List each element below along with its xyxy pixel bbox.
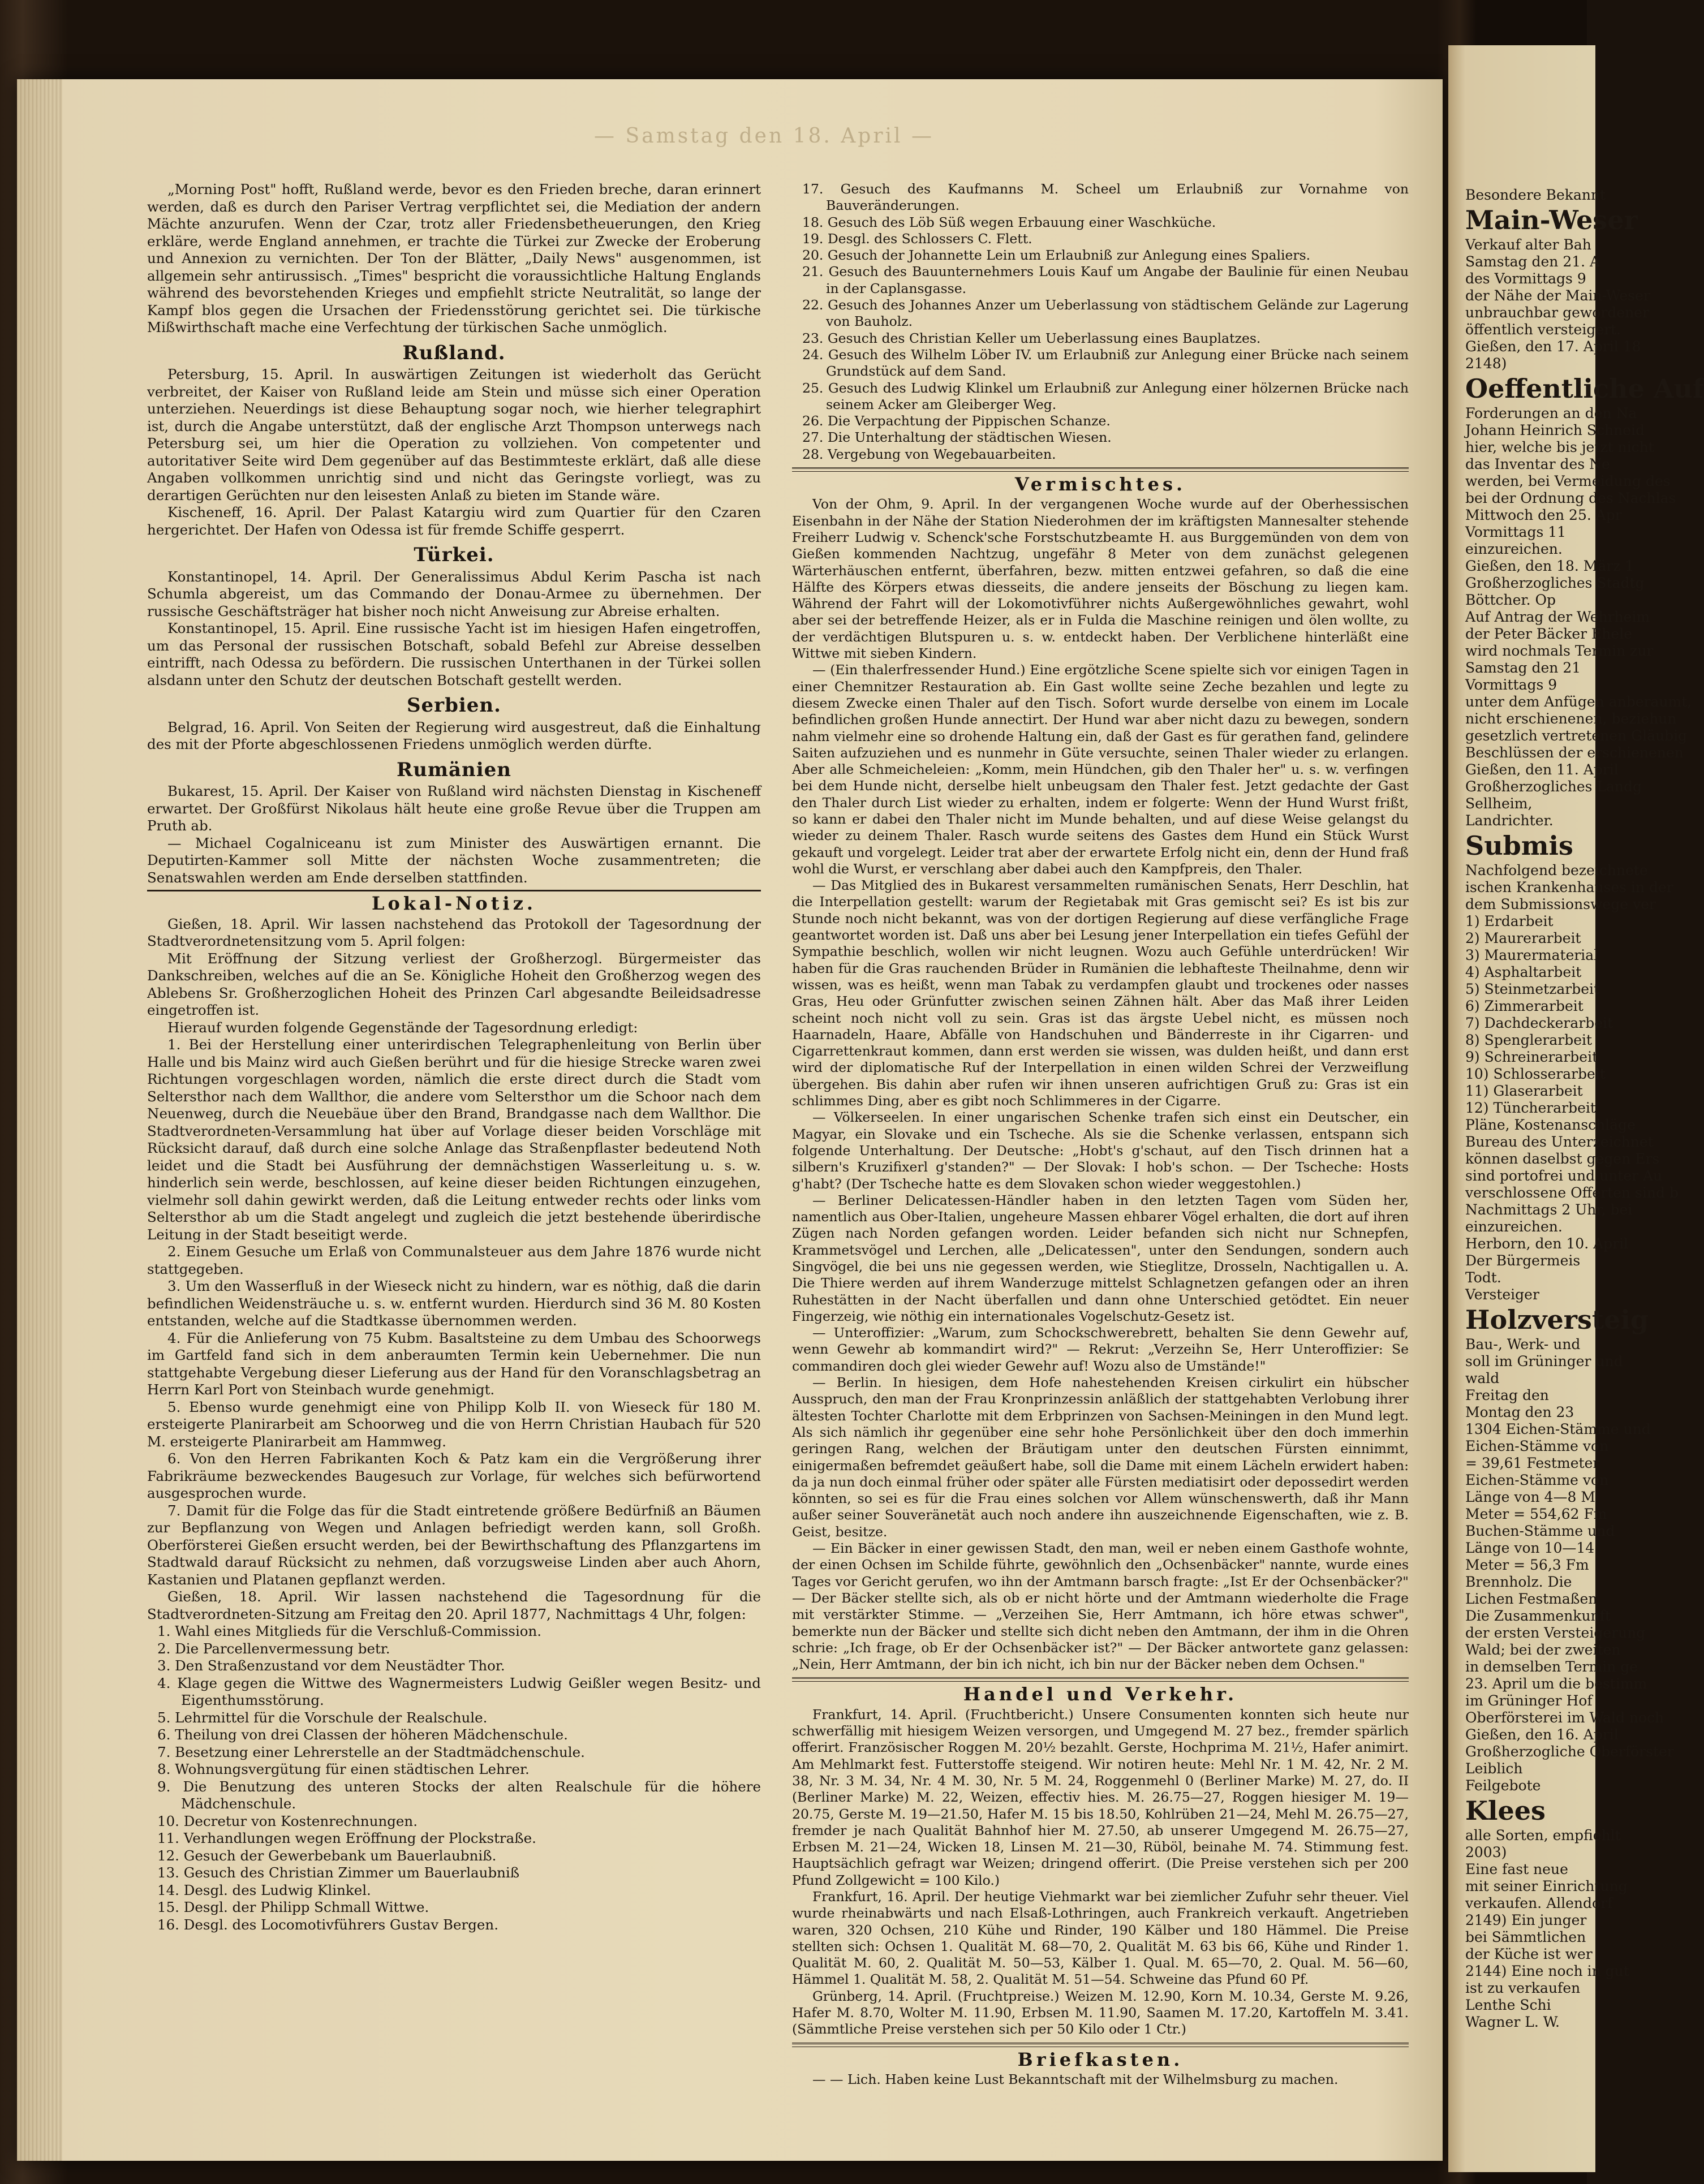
article-paragraph: Frankfurt, 16. April. Der heutige Viehmarkt war bei ziemlicher Zufuhr sehr theuer. Viel wurde rheinabwärts und nach Elsaß-Lothringen, auch Frankreich verkauft. Angetrieben waren, 320 Ochsen, 210 Kühe und Rinder, 190 Kälber und 180 Hämmel. Die Preise stellten sich: Ochsen 1. Qualität M. 68—70, 2. Qualität M. 63 bis 66, Kühe und Rinder 1. Qualität M. 60, 2. Qualität M. 50—53, Kälber 1. Qual. M. 65—70, 2. Qual. M. 56—60, Hämmel 1. Qualität M. 58, 2. Qualität M. 51—54. Schweine das Pfund 60 Pf. xyxy=(792,1888,1409,1988)
facing-page-line: 12) Tüncherarbeit xyxy=(1465,1100,1596,1116)
facing-page-line: verkaufen. Allendorf xyxy=(1465,1895,1613,1911)
facing-page-line: wald xyxy=(1465,1370,1500,1386)
agenda-item: 2. Die Parcellenvermessung betr. xyxy=(157,1640,390,1657)
facing-page-line: Submis xyxy=(1465,830,1573,861)
agenda-item: 1. Wahl eines Mitglieds für die Verschluß-Commission. xyxy=(157,1623,542,1639)
agenda-list xyxy=(792,181,1409,463)
facing-page-line: 4) Asphaltarbeit xyxy=(1465,964,1582,980)
agenda-item: 19. Desgl. des Schlossers C. Flett. xyxy=(802,230,1032,247)
article-paragraph: Konstantinopel, 14. April. Der Generalissimus Abdul Kerim Pascha ist nach Schumla abgereist, um das Commando der Donau-Armee zu übernehmen. Der russische Geschäftsträger hat bisher noch nicht Anweisung zur Abreise erhalten. xyxy=(147,568,761,619)
article-paragraph: 5. Ebenso wurde genehmigt eine von Philipp Kolb II. von Wieseck für 180 M. ersteigerte Planirarbeit am Schoorweg und die von Herrn Christian Haubach für 520 M. ersteigerte Planirarbeit am Hammweg. xyxy=(147,1398,761,1450)
facing-page-line: 6) Zimmerarbeit xyxy=(1465,998,1583,1014)
facing-page-line: Länge von 10—14 xyxy=(1465,1540,1595,1556)
facing-page-line: sind portofrei und unter Au xyxy=(1465,1168,1663,1184)
facing-page-line: Der Bürgermeis xyxy=(1465,1252,1581,1269)
article-paragraph: Kischeneff, 16. April. Der Palast Katargiu wird zum Quartier für den Czaren hergerichtet. Der Hafen von Odessa ist für fremde Schiffe gesperrt. xyxy=(147,504,761,538)
middle-column xyxy=(792,181,1409,2088)
facing-page-line: Landrichter. xyxy=(1465,812,1554,829)
facing-page-line: Bau-, Werk- und xyxy=(1465,1336,1581,1352)
facing-page-line: Besondere Bekannt xyxy=(1465,187,1606,203)
facing-page-line: Wald; bei der zweiten xyxy=(1465,1642,1621,1658)
section-divider xyxy=(147,890,761,891)
agenda-item: 24. Gesuch des Wilhelm Löber IV. um Erlaubniß zur Anlegung einer Brücke nach seinem Grundstück auf dem Sand. xyxy=(802,346,1409,380)
article-paragraph: Petersburg, 15. April. In auswärtigen Zeitungen ist wiederholt das Gerücht verbreitet, der Kaiser von Rußland leide am Stein und müsse sich einer Operation unterziehen. Neuerdings ist diese Behauptung sogar noch, wie hierher telegraphirt ist, durch die Angabe unterstützt, daß der englische Arzt Thompson unterwegs nach Petersburg sei, um hier die Operation zu vollziehen. Von competenter und autoritativer Seite wird Dem gegenüber auf das Bestimmteste erklärt, daß alle diese Angaben vollkommen unrichtig sind und nicht das Geringste vorliegt, was zu derartigen Gerüchten nur den leisesten Anlaß zu bieten im Stande wäre. xyxy=(147,366,761,503)
facing-page-line: dem Submissionswege ver xyxy=(1465,896,1656,912)
section-heading: Vermischtes. xyxy=(1014,473,1186,496)
article-paragraph: 1. Bei der Herstellung einer unterirdischen Telegraphenleitung von Berlin über Halle und bis Mainz wird auch Gießen berührt und für die hiesige Strecke waren zwei Richtungen vorgeschlagen worden, nämlich die erste direct durch die Stadt vom Seltersthor nach dem Wallthor, die andere vom Seltersthor um die Schoor nach dem Neuenweg, durch die Neuebäue über den Brand, Brandgasse nach dem Wallthor. Die Stadtverordneten-Versammlung hat über auf Vorlage dieser beiden Vorschläge mit Rücksicht darauf, daß durch eine solche Anlage das Straßenpflaster bedeutend Noth leidet und die Stadt bei Ausführung der demnächstigen Wasserleitung u. s. w. hinderlich sein werde, beschlossen, auf keine dieser beiden Richtungen einzugehen, vielmehr soll dahin gewirkt werden, daß die Leitung entweder rechts oder links vom Seltersthor ab um die Stadt angelegt und zugleich die jetzt bestehende überirdische Leitung in der Stadt beseitigt werde. xyxy=(147,1036,761,1243)
facing-page-line: Gießen, den 11. April xyxy=(1465,761,1619,778)
facing-page-line: unbrauchbar gewordener xyxy=(1465,304,1649,321)
article-paragraph: Von der Ohm, 9. April. In der vergangenen Woche wurde auf der Oberhessischen Eisenbahn in der Nähe der Station Niederohmen der im kräftigsten Mannesalter stehende Freiherr Ludwig v. Schenck'sche Forstschutzbeamte H. aus Burggemünden von dem von Gießen kommenden Nachtzug, ungefähr 8 Meter von dem zunächst gelegenen Wärterhäuschen entfernt, überfahren, bezw. mitten entzwei gefahren, so daß die eine Hälfte des Körpers etwas diesseits, die andere jenseits der Böschung zu liegen kam. Während der Fahrt will der Lokomotivführer nichts Außergewöhnliches gewahrt, wohl aber sei der betreffende Heizer, als er in Fulda die Maschine reinigen und ölen wollte, zu der verdächtigen Blutspuren u. s. w. entdeckt haben. Der Verblichene hinterläßt eine Wittwe mit sieben Kindern. xyxy=(792,496,1409,662)
article-paragraph: — Berlin. In hiesigen, dem Hofe nahestehenden Kreisen cirkulirt ein hübscher Ausspruch, den man der Frau Kronprinzessin anläßlich der stattgehabten Verlobung ihrer ältesten Tochter Charlotte mit dem Erbprinzen von Sachsen-Meiningen in den Mund legt. Als sich nämlich ihr gegenüber eine sehr hohe Persönlichkeit über den doch immerhin geringen Rang, welchen der Bräutigam unter den deutschen Fürsten einnimmt, einigermaßen befremdet geäußert habe, soll die Dame mit einem Lächeln erwidert haben: da ja nun doch einmal früher oder später alle Fürsten mediatisirt oder depossedirt werden könnten, so sei es für die Frau eines solchen vor Allem wünschenswerth, daß ihr Mann außer seiner Souveränetät auch noch andere ihn auszeichnende Eigenschaften, wie z. B. Geist, besitze. xyxy=(792,1375,1409,1540)
facing-page-line: 10) Schlosserarbeit xyxy=(1465,1066,1606,1082)
facing-page-line: 2149) Ein junger xyxy=(1465,1912,1587,1928)
facing-page-line: Böttcher. Op xyxy=(1465,592,1556,608)
article-paragraph: Gießen, 18. April. Wir lassen nachstehend die Tagesordnung für die Stadtverordneten-Sitzung am Freitag den 20. April 1877, Nachmittags 4 Uhr, folgen: xyxy=(147,1588,761,1622)
facing-page-line: Mittwoch den 25. Apr xyxy=(1465,507,1622,523)
agenda-item: 9. Die Benutzung des unteren Stocks der alten Realschule für die höhere Mädchenschule. xyxy=(157,1778,761,1812)
facing-page-line: der ersten Versteigerung xyxy=(1465,1625,1646,1641)
facing-page-line: Lenthe Schi xyxy=(1465,1997,1551,2013)
agenda-item: 18. Gesuch des Löb Süß wegen Erbauung einer Waschküche. xyxy=(802,214,1216,230)
article-paragraph: Hierauf wurden folgende Gegenstände der Tagesordnung erledigt: xyxy=(167,1019,638,1036)
facing-page-line: hier, welche bis jetzt nicht xyxy=(1465,439,1654,455)
facing-page-line: Versteiger xyxy=(1465,1286,1539,1303)
facing-page-line: Sellheim, xyxy=(1465,795,1533,812)
facing-page-line: Samstag den 21. A xyxy=(1465,253,1600,270)
facing-page-line: bei der Ordnung des Nachlas xyxy=(1465,490,1676,506)
agenda-item: 7. Besetzung einer Lehrerstelle an der Stadtmädchenschule. xyxy=(157,1743,585,1760)
agenda-item: 28. Vergebung von Wegebauarbeiten. xyxy=(802,446,1056,462)
facing-page-line: 11) Glaserarbeit xyxy=(1465,1083,1583,1099)
facing-page-line: 1) Erdarbeit xyxy=(1465,913,1554,929)
left-column xyxy=(147,181,761,1933)
facing-page-line: einzureichen. xyxy=(1465,541,1563,557)
facing-page-line: Pläne, Kostenanschläge xyxy=(1465,1117,1636,1133)
agenda-item: 27. Die Unterhaltung der städtischen Wiesen. xyxy=(802,429,1112,446)
article-paragraph: Konstantinopel, 15. April. Eine russische Yacht ist im hiesigen Hafen eingetroffen, um das Personal der russischen Botschaft, sobald Befehl zur Abreise desselben eintrifft, nach Odessa zu befördern. Die russischen Unterthanen in der Türkei sollen alsdann unter den Schutz der deutschen Botschaft gestellt werden. xyxy=(147,620,761,688)
facing-page-line: Großherzogliches Landg xyxy=(1465,778,1642,795)
facing-page-line: werden, bei Vermeidung des xyxy=(1465,473,1671,489)
agenda-item: 12. Gesuch der Gewerbebank um Bauerlaubniß. xyxy=(157,1847,497,1864)
agenda-item: 4. Klage gegen die Wittwe des Wagnermeisters Ludwig Geißler wegen Besitz- und Eigenthumsstörung. xyxy=(157,1674,761,1708)
agenda-item: 23. Gesuch des Christian Keller um Ueberlassung eines Bauplatzes. xyxy=(802,330,1261,346)
facing-page-line: Montag den 23 xyxy=(1465,1404,1574,1420)
article-paragraph: Grünberg, 14. April. (Fruchtpreise.) Weizen M. 12.90, Korn M. 10.34, Gerste M. 9.26, Hafer M. 8.70, Wolter M. 11.90, Erbsen M. 11.90, Saamen M. 17.20, Kartoffeln M. 3.41. (Sämmtliche Preise verstehen sich per 50 Kilo oder 1 Ctr.) xyxy=(792,1988,1409,2037)
article-paragraph: — Ein Bäcker in einer gewissen Stadt, den man, weil er neben einem Gasthofe wohnte, der einen Ochsen im Schilde führte, gewöhnlich den „Ochsenbäcker" nannte, wurde eines Tages vor Gericht gerufen, wo ihn der Amtmann barsch fragte: „Ist Er der Ochsenbäcker?" — Der Bäcker stellte sich, als ob er nicht hörte und der Amtmann wiederholte die Frage mit verstärkter Stimme. — „Verzeihen Sie, Herr Amtmann, ich höre etwas schwer", bemerkte nun der Bäcker und stellte sich dicht neben den Amtmann, der ihm in die Ohren schrie: „Ich frage, ob Er der Ochsenbäcker ist?" — Der Bäcker antwortete ganz gelassen: „Nein, Herr Amtmann, der bin ich nicht, ich bin nur der Bäcker neben dem Ochsen." xyxy=(792,1540,1409,1673)
article-paragraph: 2. Einem Gesuche um Erlaß von Communalsteuer aus dem Jahre 1876 wurde nicht stattgegeben. xyxy=(147,1243,761,1277)
facing-page-line: Beschlüssen der erschienenen xyxy=(1465,744,1684,761)
agenda-item: 10. Decretur von Kostenrechnungen. xyxy=(157,1812,418,1829)
facing-page-line: Lichen Festmaßen xyxy=(1465,1591,1598,1607)
facing-page-line: Oberförsterei im Wald noch xyxy=(1465,1709,1664,1726)
facing-page-line: = 39,61 Festmeter xyxy=(1465,1455,1600,1471)
facing-page-line: Auf Antrag der Wehrheim xyxy=(1465,609,1650,625)
facing-page-line: der Nähe der Main-Weser xyxy=(1465,287,1650,304)
facing-page-line: einzureichen. xyxy=(1465,1218,1563,1235)
article-paragraph: Bukarest, 15. April. Der Kaiser von Rußland wird nächsten Dienstag in Kischeneff erwartet. Der Großfürst Nikolaus hält heute eine große Revue über die Truppen am Pruth ab. xyxy=(147,783,761,834)
facing-page-line: Klees xyxy=(1465,1795,1546,1826)
facing-page-line: Forderungen an den Na xyxy=(1465,405,1637,421)
facing-page-line: 8) Spenglerarbeit xyxy=(1465,1032,1593,1048)
facing-page-line: 5) Steinmetzarbeit xyxy=(1465,981,1600,997)
agenda-item: 16. Desgl. des Locomotivführers Gustav Bergen. xyxy=(157,1916,498,1933)
facing-page-line: Johann Heinrich Schneid xyxy=(1465,422,1645,438)
facing-page-line: Leiblich xyxy=(1465,1760,1523,1777)
facing-page-line: Brennholz. Die xyxy=(1465,1574,1572,1590)
facing-page-line: Feilgebote xyxy=(1465,1777,1541,1794)
section-heading: Lokal-Notiz. xyxy=(371,893,537,914)
section-divider xyxy=(792,467,1409,472)
agenda-item: 20. Gesuch der Johannette Lein um Erlaubniß zur Anlegung eines Spaliers. xyxy=(802,247,1311,264)
facing-page-line: Main-Weser xyxy=(1465,205,1638,235)
facing-page-line: nicht erschienenen, beziehun xyxy=(1465,710,1677,727)
article-paragraph: Mit Eröffnung der Sitzung verliest der Großherzogl. Bürgermeister das Dankschreiben, welches auf die an Se. Königliche Hoheit den Großherzog wegen des Ablebens Sr. Großherzoglichen Hoheit des Prinzen Carl abgesandte Beileidsadresse eingetroffen ist. xyxy=(147,950,761,1018)
facing-page-line: 2) Maurerarbeit xyxy=(1465,930,1581,946)
facing-page-line: Großherzogliches Stadtg xyxy=(1465,575,1645,591)
agenda-list xyxy=(147,1623,761,1933)
agenda-item: 14. Desgl. des Ludwig Klinkel. xyxy=(157,1881,371,1898)
facing-page-line: alle Sorten, empfiehlt xyxy=(1465,1827,1621,1843)
section-divider xyxy=(792,2043,1409,2047)
article-paragraph: 7. Damit für die Folge das für die Stadt eintretende größere Bedürfniß an Bäumen zur Bepflanzung von Wegen und Anlagen befriedigt werden kann, soll Großh. Oberförsterei Gießen ersucht werden, bei der Bewirthschaftung des Pflanzgartens im Stadtwald darauf Rücksicht zu nehmen, daß vorzugsweise Linden aber auch Ahorn, Kastanien und Platanen gepflanzt werden. xyxy=(147,1502,761,1588)
article-paragraph: — Michael Cogalniceanu ist zum Minister des Auswärtigen ernannt. Die Deputirten-Kammer soll Mitte der nächsten Woche zusammentreten; die Senatswahlen werden am Ende derselben stattfinden. xyxy=(147,834,761,886)
facing-page-line: Meter = 554,62 Fm xyxy=(1465,1506,1607,1522)
facing-page-line: Eichen-Stämme von xyxy=(1465,1438,1609,1454)
article-paragraph: — Völkerseelen. In einer ungarischen Schenke trafen sich einst ein Deutscher, ein Magyar, ein Slovake und ein Tscheche. Als sie die Schenke verlassen, entspann sich folgende Unterhaltung. Der Deutsche: „Hobt's g'schaut, auf den Tisch drinnen hat a silbern's Kruzifixerl g'standen?" — Der Slovak: I hob's schon. — Der Tscheche: Hosts g'habt? (Der Tscheche hatte es dem Slovaken schon wieder weggestohlen.) xyxy=(792,1109,1409,1192)
article-paragraph: 4. Für die Anlieferung von 75 Kubm. Basaltsteine zu dem Umbau des Schoorwegs im Gartfeld fand sich in dem anberaumten Termin kein Uebernehmer. Die nun stattgehabte Vergebung dieser Lieferung aus der Hand für den Voranschlagsbetrag an Herrn Karl Port von Steinbach wurde genehmigt. xyxy=(147,1329,761,1398)
agenda-item: 26. Die Verpachtung der Pippischen Schanze. xyxy=(802,413,1111,429)
facing-page-line: Freitag den xyxy=(1465,1387,1549,1403)
facing-page-line: mit seiner Einrichtung xyxy=(1465,1878,1628,1894)
facing-page-line: im Grüninger Hof xyxy=(1465,1692,1593,1709)
facing-page-line: Großherzogliche Oberförster xyxy=(1465,1743,1674,1760)
page-stack-edge xyxy=(17,79,62,2161)
agenda-item: 8. Wohnungsvergütung für einen städtischen Lehrer. xyxy=(157,1761,530,1777)
facing-page-line: Die Zusammenkunft xyxy=(1465,1608,1611,1624)
facing-page-line: soll im Grüninger und xyxy=(1465,1353,1623,1369)
agenda-item: 21. Gesuch des Bauunternehmers Louis Kauf um Angabe der Baulinie für einen Neubau in der Caplansgasse. xyxy=(802,264,1409,296)
facing-page-line: bei Sämmtlichen xyxy=(1465,1929,1586,1945)
facing-page-line: verschlossene Offerten sind b xyxy=(1465,1184,1679,1201)
facing-page-line: Eichen-Stämme von xyxy=(1465,1472,1609,1488)
agenda-item: 22. Gesuch des Johannes Anzer um Ueberlassung von städtischem Gelände zur Lagerung von Bauholz. xyxy=(802,297,1409,330)
section-heading: Rumänien xyxy=(397,758,511,781)
facing-page-line: 2003) xyxy=(1465,1844,1507,1860)
agenda-item: 11. Verhandlungen wegen Eröffnung der Plockstraße. xyxy=(157,1830,536,1846)
article-paragraph: — Unteroffizier: „Warum, zum Schockschwerebrett, behalten Sie denn Gewehr auf, wenn Gewehr ab kommandirt wird?" — Rekrut: „Verzeihn Se, Herr Unteroffizier: Se commandiren doch glei wieder Gewehr auf! Wozu also de Umstände!" xyxy=(792,1325,1409,1374)
facing-page-line: Oeffentliche Auf xyxy=(1465,373,1704,404)
facing-page-line: Buchen-Stämme und xyxy=(1465,1523,1615,1539)
facing-page-line: Gießen, den 16. April xyxy=(1465,1726,1619,1743)
facing-page-line: wird nochmals Termin zur xyxy=(1465,643,1654,659)
article-paragraph: „Morning Post" hofft, Rußland werde, bevor es den Frieden breche, daran erinnert werden, daß es durch den Pariser Vertrag verpflichtet sei, die Mediation der andern Mächte anzurufen. Wenn der Czar, trotz aller Friedensbetheuerungen, den Krieg erkläre, werde England annehmen, er trachte die Türkei zur Zwecke der Eroberung und Annexion zu vernichten. Der Ton der Blätter, „Daily News" ausgenommen, ist allgemein sehr antirussisch. „Times" bespricht die voraussichtliche Haltung Englands während des bevorstehenden Krieges und empfiehlt stricte Neutralität, so lange der Kampf blos gegen die Ursachen der Friedensstörung gerichtet sei. Die türkische Mißwirthschaft mache eine Verfechtung der türkischen Sache unmöglich. xyxy=(147,181,761,335)
article-paragraph: 6. Von den Herren Fabrikanten Koch & Patz kam ein die Vergrößerung ihrer Fabrikräume bezweckendes Baugesuch zur Vorlage, für welches sich befürwortend ausgesprochen wurde. xyxy=(147,1450,761,1501)
section-heading: Türkei. xyxy=(414,544,494,566)
section-heading: Briefkasten. xyxy=(1017,2048,1184,2070)
agenda-item: 17. Gesuch des Kaufmanns M. Scheel um Erlaubniß zur Vornahme von Bauveränderungen. xyxy=(802,181,1409,214)
facing-page-line: Verkauf alter Bah xyxy=(1465,236,1591,253)
facing-page-line: Länge von 4—8 M xyxy=(1465,1489,1595,1505)
facing-page-line: 9) Schreinerarbeit xyxy=(1465,1049,1598,1065)
agenda-item: 25. Gesuch des Ludwig Klinkel um Erlaubniß zur Anlegung einer hölzernen Brücke nach seinem Acker am Gleiberger Weg. xyxy=(802,380,1409,412)
section-heading: Handel und Verkehr. xyxy=(963,1683,1238,1705)
article-paragraph: — Das Mitglied des in Bukarest versammelten rumänischen Senats, Herr Deschlin, hat die Interpellation gestellt: warum der Regietabak mit Gras gemischt sei? Es ist bis zur Stunde noch nicht bekannt, was von der dortigen Regierung auf diese verfängliche Frage geantwortet worden ist. Daß uns aber bei Lesung jener Interpellation ein tiefes Gefühl der Sympathie beschlich, wollen wir nicht leugnen. Wozu auch Gefühle unterdrücken! Wir haben für die Gras rauchenden Brüder in Rumänien die lebhafteste Theilnahme, denn wir wissen, was es heißt, wenn man Tabak zu verdampfen glaubt und trockenes oder nasses Gras, Heu oder Grünfutter zwischen seinen Zähnen hält. Aber das Maß ihrer Leiden scheint noch nicht voll zu sein. Gras ist das ärgste Uebel nicht, es müssen noch Haarnadeln, Haare, Abfälle von Handschuhen und Bänderreste in ihr Cigarren- und Cigarrettenkraut kommen, dann erst werden sie wissen, was dulden heißt, und dann erst wird der diplomatische Ruf der Interpellation in einen wilden Schrei der Verzweiflung übergehen. Bis dahin aber rufen wir ihnen unseren aufrichtigen Gruß zu: Gras ist ein schlimmes Ding, aber es gibt noch Schlimmeres in der Cigarre. xyxy=(792,877,1409,1109)
facing-page-line: können daselbst gegen Ers xyxy=(1465,1151,1660,1167)
agenda-item: 6. Theilung von drei Classen der höheren Mädchenschule. xyxy=(157,1726,568,1743)
article-paragraph: — — Lich. Haben keine Lust Bekanntschaft mit der Wilhelmsburg zu machen. xyxy=(812,2071,1339,2087)
agenda-item: 15. Desgl. der Philipp Schmall Wittwe. xyxy=(157,1899,429,1915)
section-divider xyxy=(792,1677,1409,1682)
facing-page-line: Gießen, den 18. März 1 xyxy=(1465,558,1634,574)
facing-page-line: in demselben Termin ge xyxy=(1465,1659,1638,1675)
facing-page-line: Vormittags 11 xyxy=(1465,524,1567,540)
agenda-item: 3. Den Straßenzustand vor dem Neustädter Thor. xyxy=(157,1657,505,1674)
article-paragraph: Frankfurt, 14. April. (Fruchtbericht.) Unsere Consumenten konnten sich heute nur schwerfällig mit hiesigem Weizen versorgen, und Umgegend M. 27 bez., fremder spärlich offerirt. Französischer Roggen M. 20½ bezahlt. Gerste, Hochprima M. 21½, Hafer animirt. Am Mehlmarkt fest. Futterstoffe steigend. Wir notiren heute: Mehl Nr. 1 M. 42, Nr. 2 M. 38, Nr. 3 M. 34, Nr. 4 M. 30, Nr. 5 M. 24, Roggenmehl 0 (Berliner Marke) M. 27, do. II (Berliner Marke) M. 22, Weizen, effectiv hies. M. 26.75—27, Roggen hiesiger M. 19—20.75, Gerste M. 19—21.50, Hafer M. 15 bis 18.50, Kohlrüben 21—24, Mehl M. 26.75—27, fremder je nach Qualität Bahnhof hier M. 27.50, ab unserer Umgegend M. 26.75—27, Erbsen M. 21—24, Wicken 18, Linsen M. 21—30, Rüböl, beinahe M. 74. Stimmung fest. Hauptsächlich gefragt war Weizen; dringend offerirt. (Die Preise verstehen sich per 200 Pfund Zollgewicht = 100 Kilo.) xyxy=(792,1706,1409,1888)
facing-page-line: Holzversteig xyxy=(1465,1304,1649,1335)
agenda-item: 5. Lehrmittel für die Vorschule der Realschule. xyxy=(157,1709,488,1726)
facing-page-line: Eine fast neue xyxy=(1465,1861,1568,1877)
facing-page-line: 7) Dachdeckerarbeit xyxy=(1465,1015,1613,1031)
facing-page-line: 2148) xyxy=(1465,355,1507,372)
facing-page-line: Meter = 56,3 Fm xyxy=(1465,1557,1589,1573)
facing-page-line: öffentlich versteigert. xyxy=(1465,321,1621,338)
facing-page-line: Todt. xyxy=(1465,1269,1501,1286)
facing-page-line: 3) Maurermaterial xyxy=(1465,947,1599,963)
agenda-item: 13. Gesuch des Christian Zimmer um Bauerlaubniß xyxy=(157,1864,520,1881)
facing-page-line: Nachfolgend bezeichnete xyxy=(1465,862,1648,878)
facing-page-line: Nachmittags 2 Uhr, bei xyxy=(1465,1201,1633,1218)
facing-page-line: das Inventar des Ne xyxy=(1465,456,1610,472)
facing-page-line: der Küche ist wer xyxy=(1465,1946,1593,1962)
facing-page-line: ischen Krankenhauses in der xyxy=(1465,879,1673,895)
page-header-ghost: — Samstag den 18. April — xyxy=(594,124,934,148)
facing-page-line: Vormittags 9 xyxy=(1465,677,1557,693)
facing-page-line: Wagner L. W. xyxy=(1465,2014,1560,2030)
facing-page-line: unter dem Anfügen anberaumt, xyxy=(1465,693,1692,710)
facing-page-line: Samstag den 21 xyxy=(1465,660,1581,676)
section-heading: Serbien. xyxy=(407,694,501,717)
facing-page-line: Gießen, den 17. April 18 xyxy=(1465,338,1641,355)
article-paragraph: 3. Um den Wasserfluß in der Wieseck nicht zu hindern, war es nöthig, daß die darin befindlichen Weidensträuche u. s. w. entfernt wurden. Hierdurch sind 36 M. 80 Kosten entstanden, welche auf die Stadtkasse übernommen werden. xyxy=(147,1278,761,1329)
article-paragraph: Gießen, 18. April. Wir lassen nachstehend das Protokoll der Tagesordnung der Stadtverordnetensitzung vom 5. April folgen: xyxy=(147,915,761,949)
facing-page-column xyxy=(1465,187,1704,2031)
article-paragraph: — (Ein thalerfressender Hund.) Eine ergötzliche Scene spielte sich vor einigen Tagen in einer Chemnitzer Restauration ab. Ein Gast wollte seine Zeche bezahlen und legte zu diesem Zwecke einen Thaler auf den Tisch. Sofort wurde derselbe von einem im Locale befindlichen großen Hunde annectirt. Der Hund war aber nicht dazu zu bewegen, sondern nahm vielmehr eine so drohende Haltung ein, daß der Gast es für gerathen fand, gelindere Saiten aufzuziehen und es nunmehr in Güte versuchte, seinen Thaler wieder zu erlangen. Aber alle Schmeicheleien: „Komm, mein Hündchen, gib den Thaler her" u. s. w. verfingen bei dem Hunde nicht, derselbe hielt unbeugsam den Thaler fest. Jetzt gedachte der Gast den Thaler durch List wieder zu erhalten, indem er folgerte: Wenn der Hund Wurst frißt, so kann er dabei den Thaler nicht im Munde behalten, und auf diese Weise gelangst du wieder zu deinem Thaler. Rasch wurde seitens des Gastes dem Hund ein Stück Wurst gekauft und vorgelegt. Leider trat aber der erwartete Erfolg nicht ein, denn der Hund fraß wohl die Wurst, er verschlang aber dabei auch den Kampfpreis, den Thaler. xyxy=(792,662,1409,877)
facing-page-line: der Peter Bäcker Ehele xyxy=(1465,626,1632,642)
facing-page-line: Herborn, den 10. April xyxy=(1465,1235,1629,1252)
section-heading: Rußland. xyxy=(402,341,506,364)
facing-page-line: 1304 Eichen-Stämme und xyxy=(1465,1421,1651,1437)
article-paragraph: Belgrad, 16. April. Von Seiten der Regierung wird ausgestreut, daß die Einhaltung des mit der Pforte abgeschlossenen Friedens unmöglich werden dürfte. xyxy=(147,718,761,752)
facing-page-line: 2144) Eine noch in gut xyxy=(1465,1963,1629,1979)
facing-page-line: Bureau des Unterzeichnet xyxy=(1465,1134,1654,1150)
facing-page-line: 23. April um die bestimm xyxy=(1465,1675,1647,1692)
facing-page-line: gesetzlich vertretenen Gläubig xyxy=(1465,727,1688,744)
article-paragraph: — Berliner Delicatessen-Händler haben in den letzten Tagen vom Süden her, namentlich aus Ober-Italien, ungeheure Massen ehbarer Vögel erhalten, die dort auf ihren Zügen nach Norden gefangen worden. Leider befanden sich nicht nur Schnepfen, Krammetsvögel und Lerchen, alle „Delicatessen", unter den Sendungen, sondern auch Singvögel, die bei uns nie gegessen werden, wie Stieglitze, Drosseln, Nachtigallen u. A. Die Thiere werden auf ihrem Wanderzuge mittelst Schlagnetzen gefangen oder an ihren Ruhestätten in der Nacht überfallen und dann ohne Unterschied getödtet. Ein neuer Fingerzeig, wie nöthig ein internationales Vogelschutz-Gesetz ist. xyxy=(792,1192,1409,1324)
facing-page-line: ist zu verkaufen xyxy=(1465,1980,1581,1996)
facing-page-line: des Vormittags 9 xyxy=(1465,270,1586,287)
